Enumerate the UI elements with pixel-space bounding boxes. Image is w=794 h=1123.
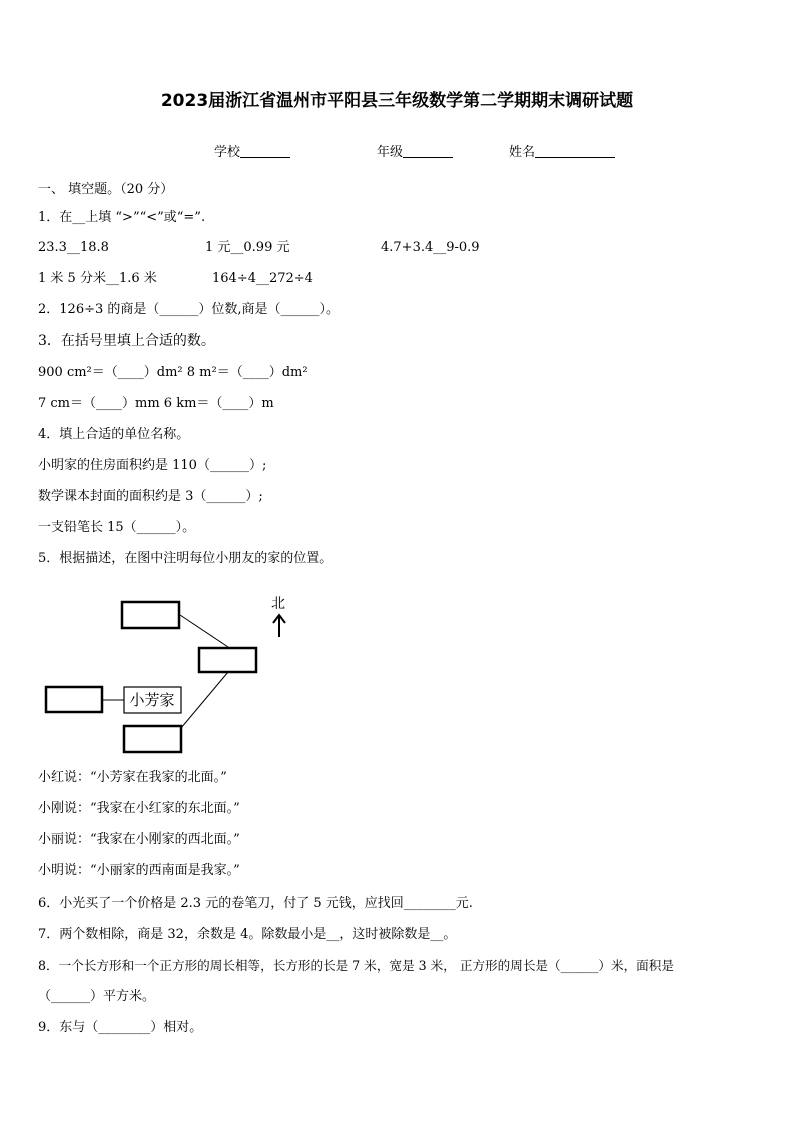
q8-line-2: （______）平方米。 [38,989,156,1004]
q5-statement-1: 小红说：“小芳家在我家的北面。” [38,770,227,785]
location-diagram [40,590,300,760]
grade-label: 年级 [377,145,404,160]
q1-stem: 1．在__上填 “>”“<”或“=”. [38,210,206,225]
school-field [214,141,290,160]
q9: 9．东与（________）相对。 [38,1020,203,1035]
connector-line [181,672,228,728]
north-label: 北 [271,596,285,612]
q5-statement-3: 小丽说：“我家在小刚家的西北面。” [38,832,240,847]
north-arrow-icon [273,615,285,637]
q3-line-2: 7 cm＝（____）mm 6 km＝（____）m [38,396,274,411]
name-label: 姓名 [509,145,536,160]
name-field [509,141,615,160]
school-blank[interactable] [240,144,290,158]
q3-stem: 3．在括号里填上合适的数。 [38,333,215,349]
q4-stem: 4．填上合适的单位名称。 [38,427,190,442]
answer-box-right[interactable] [199,648,256,672]
xiaofang-home-label: 小芳家 [129,691,175,709]
q1-item-2: 1 元__0.99 元 [205,240,290,255]
q4-item-2: 数学课本封面的面积约是 3（______）; [38,489,263,504]
q1-item-4: 1 米 5 分米__1.6 米 [38,271,157,286]
name-blank[interactable] [535,144,615,158]
q7: 7．两个数相除，商是 32，余数是 4。除数最小是__，这时被除数是__。 [38,927,457,942]
answer-box-left[interactable] [46,687,102,712]
q1-item-5: 164÷4__272÷4 [212,271,313,286]
q2: 2．126÷3 的商是（______）位数,商是（______）。 [38,302,340,317]
answer-box-bottom[interactable] [124,726,181,752]
page-title: 2023届浙江省温州市平阳县三年级数学第二学期期末调研试题 [160,91,634,111]
school-label: 学校 [214,145,241,160]
connector-line [180,615,228,647]
section-heading: 一、 填空题。（20 分） [38,182,174,197]
q5-statement-2: 小刚说：“我家在小红家的东北面。” [38,801,240,816]
grade-blank[interactable] [403,144,453,158]
q4-item-1: 小明家的住房面积约是 110（______）; [38,458,267,473]
q5-stem: 5．根据描述，在图中注明每位小朋友的家的位置。 [38,551,333,566]
q1-item-1: 23.3__18.8 [38,240,109,255]
q1-item-3: 4.7+3.4__9-0.9 [381,240,480,255]
answer-box-top[interactable] [122,602,179,628]
q4-item-3: 一支铅笔长 15（______）。 [38,520,196,535]
q3-line-1: 900 cm²＝（____）dm² 8 m²＝（____）dm² [38,365,308,380]
q8-line-1: 8．一个长方形和一个正方形的周长相等，长方形的长是 7 米，宽是 3 米， 正方形的周长是（______）米，面积是 [38,958,674,973]
q5-statement-4: 小明说：“小丽家的西南面是我家。” [38,863,240,878]
grade-field [377,141,453,160]
q6: 6．小光买了一个价格是 2.3 元的卷笔刀，付了 5 元钱，应找回________元. [38,896,473,911]
